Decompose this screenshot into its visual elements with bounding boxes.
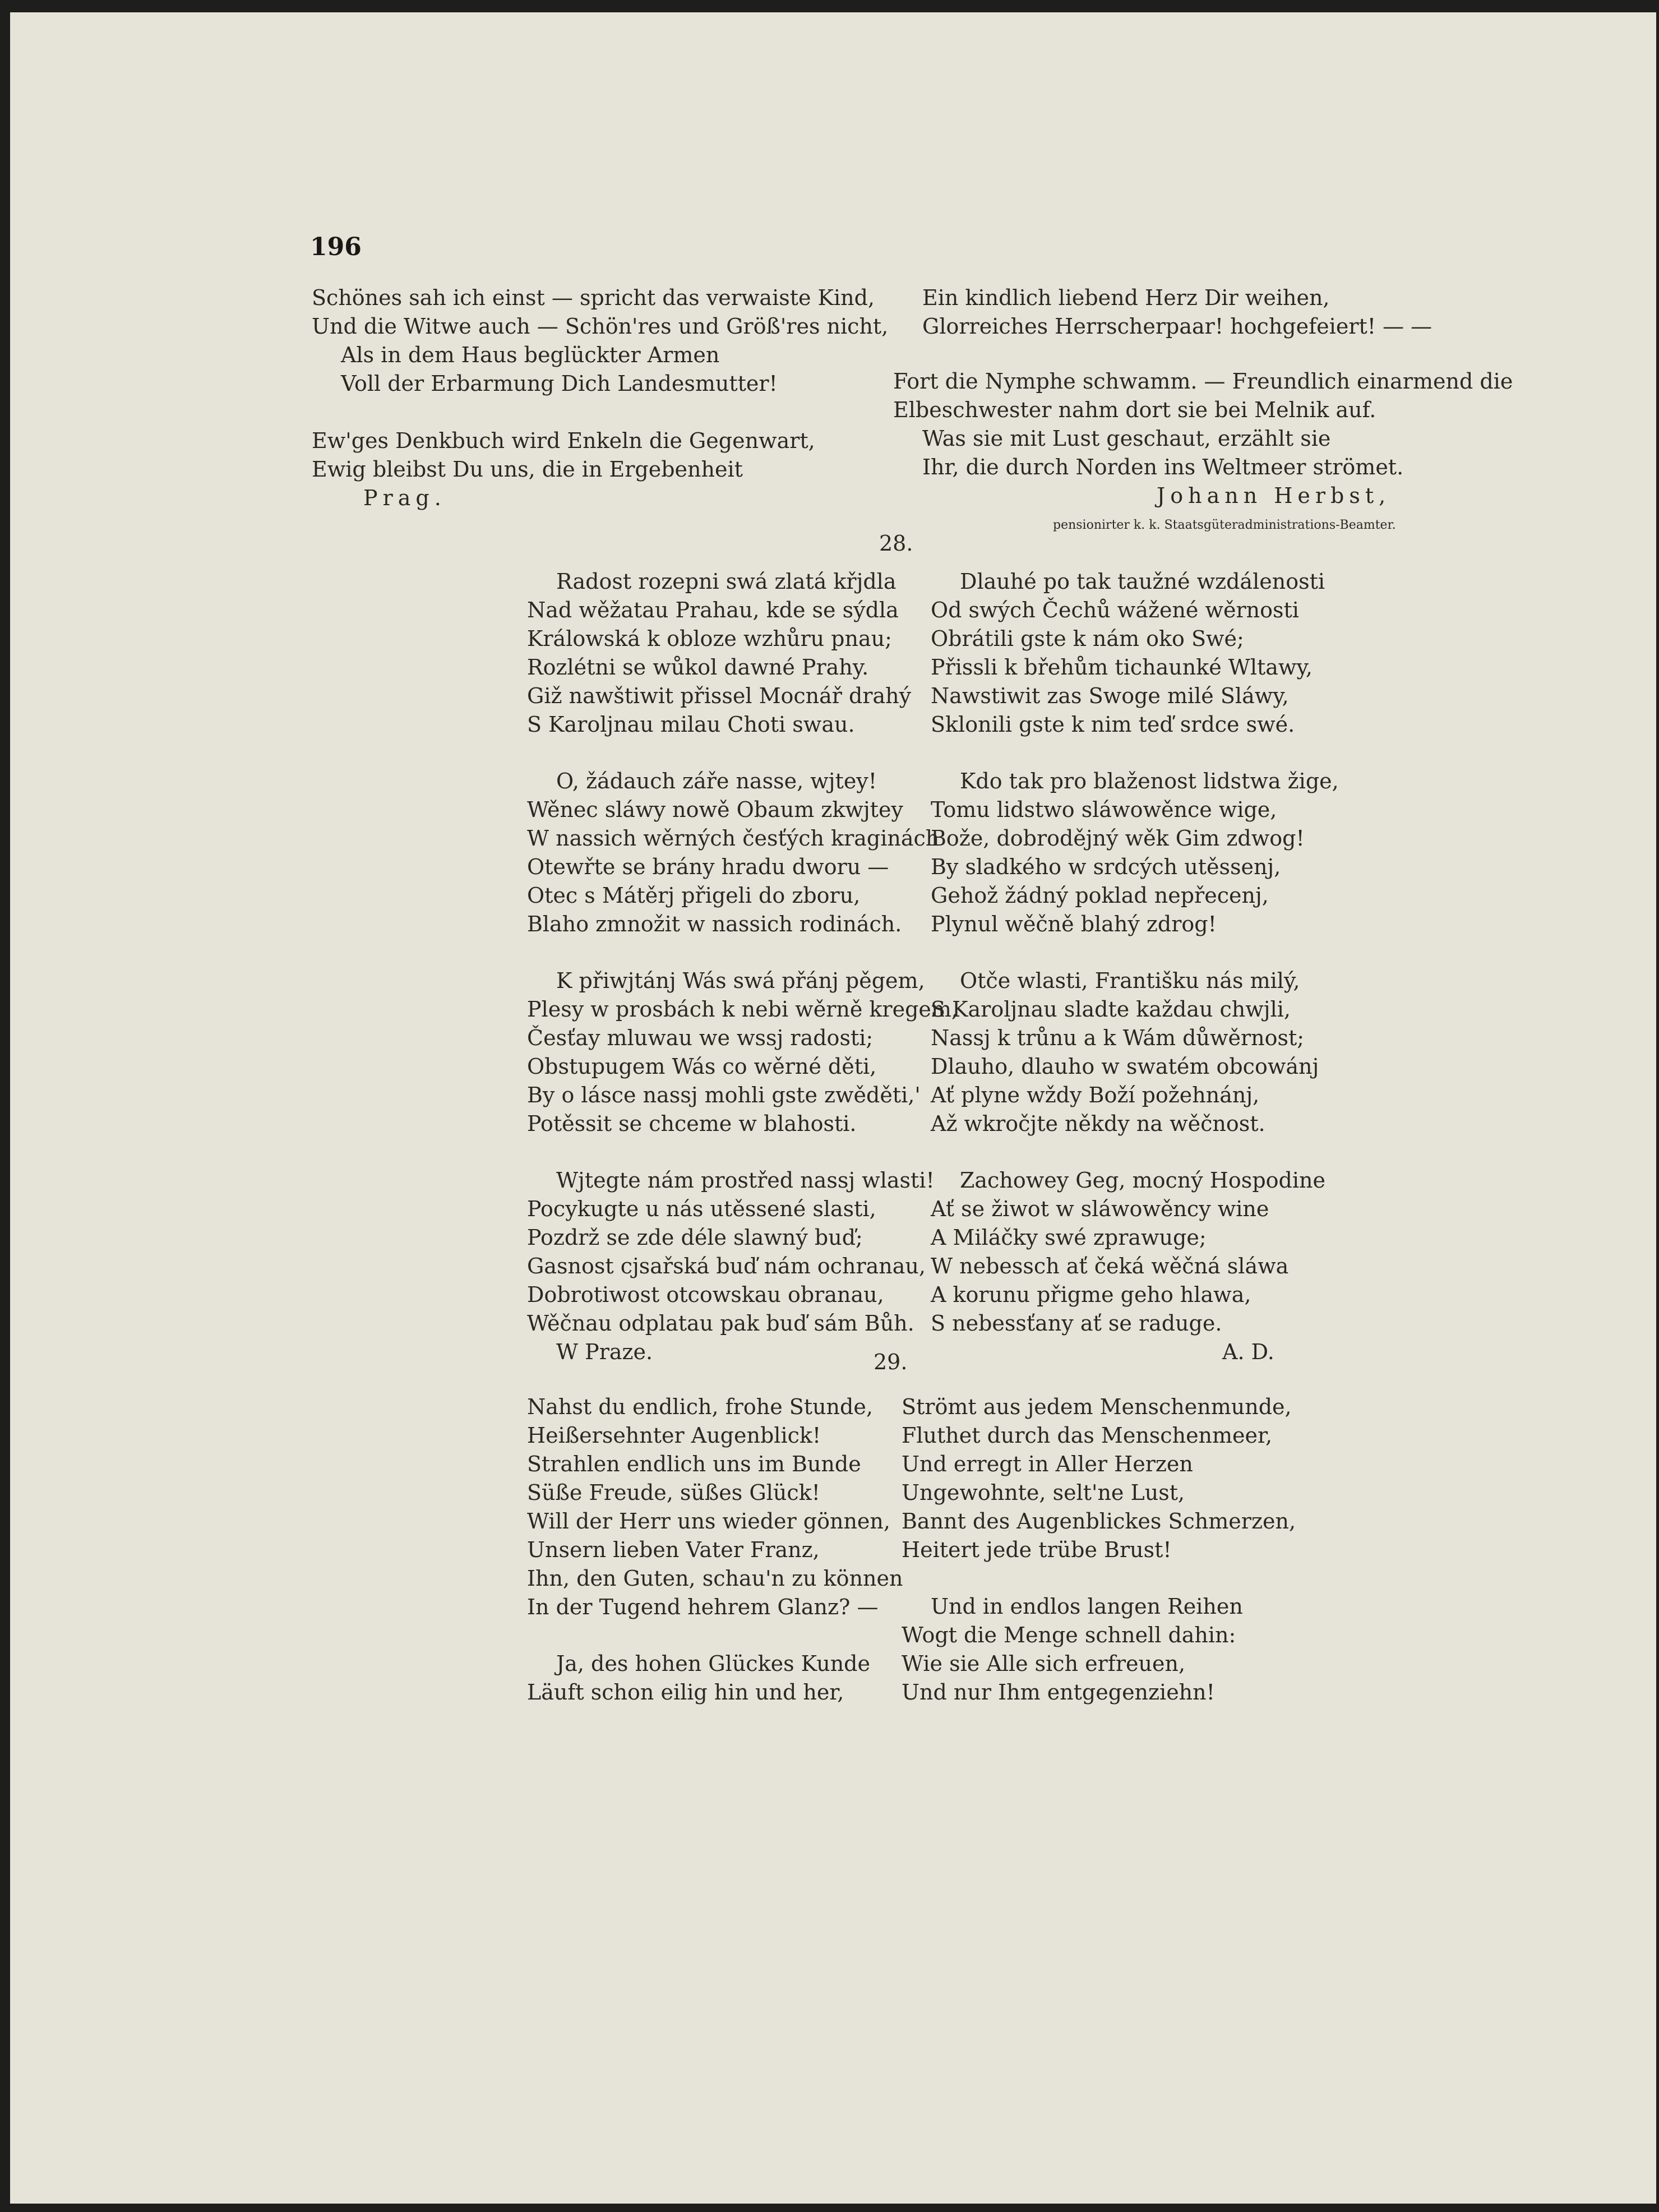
poem-line: Tomu lidstwo sláwowěnce wige, bbox=[931, 797, 1277, 822]
poem-line: Zachowey Geg, mocný Hospodine bbox=[960, 1168, 1325, 1193]
poem-line: Ihr, die durch Norden ins Weltmeer strömet. bbox=[922, 455, 1404, 479]
poem-line: Strömt aus jedem Menschenmunde, bbox=[902, 1394, 1292, 1419]
poem-number-28: 28. bbox=[879, 531, 913, 556]
poem-line: Voll der Erbarmung Dich Landesmutter! bbox=[341, 371, 778, 396]
poem-line: In der Tugend hehrem Glanz? — bbox=[527, 1595, 879, 1619]
poem-line: Und die Witwe auch — Schön'res und Größ'res nicht, bbox=[312, 314, 889, 339]
poem-line: Ungewohnte, selt'ne Lust, bbox=[902, 1480, 1185, 1505]
poem-line: Wjtegte nám prostřed nassj wlasti! bbox=[556, 1168, 935, 1193]
poem-line: Als in dem Haus beglückter Armen bbox=[341, 343, 720, 367]
poem-line: Ať se žiwot w sláwowěncy wine bbox=[931, 1197, 1269, 1221]
poem-line: Obstupugem Wás co wěrné děti, bbox=[527, 1054, 877, 1079]
poem-line: Nassj k trůnu a k Wám důwěrnost; bbox=[931, 1026, 1305, 1050]
poem-line: Radost rozepni swá zlatá křjdla bbox=[556, 569, 896, 594]
poem-line: Ihn, den Guten, schau'n zu können bbox=[527, 1566, 903, 1591]
poem-line: Glorreiches Herrscherpaar! hochgefeiert! — — bbox=[922, 314, 1432, 339]
page-number: 196 bbox=[310, 233, 362, 261]
poem-line: Ew'ges Denkbuch wird Enkeln die Gegenwart, bbox=[312, 428, 815, 453]
poem-line: Unsern lieben Vater Franz, bbox=[527, 1537, 820, 1562]
poem-line: Až wkročjte někdy na wěčnost. bbox=[931, 1111, 1265, 1136]
poem-28-right bbox=[931, 567, 1339, 1366]
top-right-poem bbox=[893, 284, 1513, 510]
poem-line: Elbeschwester nahm dort sie bei Melnik auf. bbox=[893, 398, 1376, 422]
poem-29-right bbox=[902, 1393, 1296, 1707]
poem-line: Sklonili gste k nim teď srdce swé. bbox=[931, 712, 1295, 737]
author-name: Johann Herbst, bbox=[1157, 483, 1391, 508]
poem-line: Nahst du endlich, frohe Stunde, bbox=[527, 1394, 873, 1419]
poem-line: Und nur Ihm entgegenziehn! bbox=[902, 1680, 1215, 1705]
poem-line: A Miláčky swé zprawuge; bbox=[931, 1225, 1207, 1250]
poem-line: Otče wlasti, Františku nás milý, bbox=[960, 968, 1300, 993]
top-left-poem bbox=[312, 284, 888, 512]
poem-line: Otec s Mátěrj přigeli do zboru, bbox=[527, 883, 861, 908]
poem-line: Od swých Čechů wážené wěrnosti bbox=[931, 598, 1299, 622]
poem-line: Pozdrž se zde déle slawný buď; bbox=[527, 1225, 863, 1250]
poem-line: Potěssit se chceme w blahosti. bbox=[527, 1111, 857, 1136]
poem-line: Ať plyne wždy Boží požehnánj, bbox=[931, 1083, 1260, 1107]
poem-line: Schönes sah ich einst — spricht das verwaiste Kind, bbox=[312, 285, 875, 310]
poem-line: Dlauho, dlauho w swatém obcowánj bbox=[931, 1054, 1319, 1079]
poem-line: By o lásce nassj mohli gste zwěděti,' bbox=[527, 1083, 921, 1107]
scanned-page bbox=[10, 12, 1656, 2204]
poem-line: S Karoljnau sladte každau chwjli, bbox=[931, 997, 1291, 1022]
poem-line: Gasnost cjsařská buď nám ochranau, bbox=[527, 1254, 926, 1278]
poem-line: S nebessťany ať se raduge. bbox=[931, 1311, 1222, 1336]
place-signature: Prag. bbox=[363, 486, 446, 510]
poem-line: Nad wěžatau Prahau, kde se sýdla bbox=[527, 598, 899, 622]
poem-line: Wie sie Alle sich erfreuen, bbox=[902, 1651, 1186, 1676]
poem-line: Will der Herr uns wieder gönnen, bbox=[527, 1509, 890, 1534]
poem-line: Ewig bleibst Du uns, die in Ergebenheit bbox=[312, 457, 743, 482]
poem-line: Plesy w prosbách k nebi wěrně kregem, bbox=[527, 997, 958, 1022]
poem-line: Gehož žádný poklad nepřecenj, bbox=[931, 883, 1269, 908]
poem-line: W nebessch ať čeká wěčná sláwa bbox=[931, 1254, 1289, 1278]
poem-line: Česťay mluwau we wssj radosti; bbox=[527, 1026, 874, 1050]
poem-line: Wogt die Menge schnell dahin: bbox=[902, 1623, 1236, 1647]
poem-29-left bbox=[527, 1393, 903, 1707]
poem-line: Läuft schon eilig hin und her, bbox=[527, 1680, 844, 1705]
poem-line: Otewřte se brány hradu dworu — bbox=[527, 855, 889, 879]
poem-line: Ein kindlich liebend Herz Dir weihen, bbox=[922, 285, 1330, 310]
poem-line: Přissli k břehům tichaunké Wltawy, bbox=[931, 655, 1313, 680]
poem-line: Rozlétni se wůkol dawné Prahy. bbox=[527, 655, 869, 680]
poem-line: Králowská k obloze wzhůru pnau; bbox=[527, 626, 892, 651]
poem-line: W nassich wěrných česťých kraginách bbox=[527, 826, 940, 851]
poem-line: Fort die Nymphe schwamm. — Freundlich einarmend die bbox=[893, 369, 1513, 394]
poem-line: Obrátili gste k nám oko Swé; bbox=[931, 626, 1244, 651]
poem-line: Was sie mit Lust geschaut, erzählt sie bbox=[922, 426, 1331, 451]
poem-line: Heißersehnter Augenblick! bbox=[527, 1423, 821, 1448]
poem-line: By sladkého w srdcých utěssenj, bbox=[931, 855, 1281, 879]
poem-line: Fluthet durch das Menschenmeer, bbox=[902, 1423, 1273, 1448]
poem-line: Wěčnau odplatau pak buď sám Bůh. bbox=[527, 1311, 914, 1336]
poem-line: A korunu přigme geho hlawa, bbox=[931, 1282, 1251, 1307]
poem-line: Ja, des hohen Glückes Kunde bbox=[556, 1651, 870, 1676]
poem-line: Süße Freude, süßes Glück! bbox=[527, 1480, 820, 1505]
poem-line: Heitert jede trübe Brust! bbox=[902, 1537, 1172, 1562]
poem-line: Dlauhé po tak taužné wzdálenosti bbox=[960, 569, 1325, 594]
poem-number-29: 29. bbox=[874, 1350, 908, 1374]
author-initials: A. D. bbox=[1222, 1340, 1274, 1364]
poem-line: Bože, dobrodějný wěk Gim zdwog! bbox=[931, 826, 1305, 851]
poem-line: Strahlen endlich uns im Bunde bbox=[527, 1452, 861, 1476]
poem-line: Und in endlos langen Reihen bbox=[931, 1594, 1243, 1619]
poem-line: K přiwjtánj Wás swá přánj pěgem, bbox=[556, 968, 925, 993]
poem-line: Wěnec sláwy nowě Obaum zkwjtey bbox=[527, 797, 903, 822]
poem-line: Giž nawštiwit přissel Mocnář drahý bbox=[527, 684, 912, 708]
poem-line: Plynul wěčně blahý zdrog! bbox=[931, 912, 1217, 936]
poem-line: Kdo tak pro blaženost lidstwa žige, bbox=[960, 769, 1339, 793]
poem-line: Dobrotiwost otcowskau obranau, bbox=[527, 1282, 884, 1307]
author-title: pensionirter k. k. Staatsgüteradministrations-Beamter. bbox=[1053, 518, 1396, 532]
poem-line: S Karoljnau milau Choti swau. bbox=[527, 712, 855, 737]
place-signature: W Praze. bbox=[556, 1340, 653, 1364]
poem-line: Bannt des Augenblickes Schmerzen, bbox=[902, 1509, 1296, 1534]
poem-line: Blaho zmnožit w nassich rodinách. bbox=[527, 912, 902, 936]
poem-line: O, žádauch záře nasse, wjtey! bbox=[556, 769, 877, 793]
poem-line: Nawstiwit zas Swoge milé Sláwy, bbox=[931, 684, 1289, 708]
poem-line: Pocykugte u nás utěssené slasti, bbox=[527, 1197, 876, 1221]
poem-line: Und erregt in Aller Herzen bbox=[902, 1452, 1193, 1476]
poem-28-left bbox=[527, 567, 958, 1366]
